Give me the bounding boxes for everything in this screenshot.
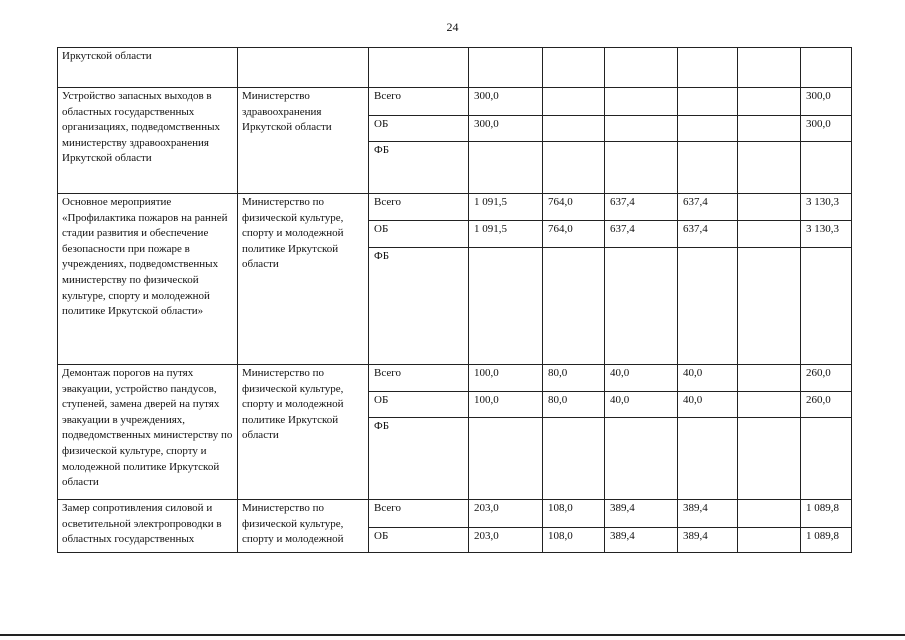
value-cell bbox=[738, 500, 801, 528]
value-cell bbox=[678, 248, 738, 365]
funding-label: ОБ bbox=[369, 221, 469, 248]
funding-label: ФБ bbox=[369, 248, 469, 365]
table-row-header-fragment bbox=[58, 48, 852, 88]
value-cell: 637,4 bbox=[678, 194, 738, 221]
total-cell bbox=[801, 142, 852, 194]
value-cell bbox=[605, 88, 678, 116]
value-cell bbox=[543, 88, 605, 116]
value-cell: 108,0 bbox=[543, 528, 605, 553]
value-cell: 1 091,5 bbox=[469, 221, 543, 248]
value-cell: 637,4 bbox=[605, 221, 678, 248]
value-cell: 203,0 bbox=[469, 528, 543, 553]
value-cell bbox=[738, 365, 801, 392]
value-cell: 300,0 bbox=[469, 88, 543, 116]
value-cell bbox=[543, 248, 605, 365]
value-cell: 80,0 bbox=[543, 365, 605, 392]
value-cell bbox=[543, 142, 605, 194]
value-cell bbox=[469, 142, 543, 194]
measure-description: Устройство запасных выходов в областных государственных организациях, подведомственных министерству здравоохранения Иркутской области bbox=[58, 88, 238, 194]
funding-label: ОБ bbox=[369, 392, 469, 418]
value-cell: 389,4 bbox=[605, 528, 678, 553]
value-cell bbox=[605, 418, 678, 500]
table-row bbox=[58, 500, 852, 528]
value-cell bbox=[738, 392, 801, 418]
measure-description: Демонтаж порогов на путях эвакуации, устройство пандусов, ступеней, замена дверей на путях эвакуации в учреждениях, подведомственных министерству по физической культуре, спорту и молодежной политике Иркутской области bbox=[58, 365, 238, 500]
total-cell bbox=[801, 418, 852, 500]
total-cell: 1 089,8 bbox=[801, 528, 852, 553]
value-cell bbox=[678, 418, 738, 500]
value-cell: 203,0 bbox=[469, 500, 543, 528]
table-row bbox=[58, 88, 852, 116]
measure-description: Замер сопротивления силовой и осветительной электропроводки в областных государственных bbox=[58, 500, 238, 553]
header-fragment-cell: Иркутской области bbox=[58, 48, 238, 88]
total-cell: 300,0 bbox=[801, 116, 852, 142]
funding-label: ФБ bbox=[369, 142, 469, 194]
funding-label: ФБ bbox=[369, 418, 469, 500]
scan-edge-line bbox=[0, 634, 905, 636]
total-cell: 260,0 bbox=[801, 392, 852, 418]
executor-cell: Министерство здравоохранения Иркутской области bbox=[238, 88, 369, 194]
value-cell bbox=[605, 248, 678, 365]
funding-label: Всего bbox=[369, 194, 469, 221]
value-cell bbox=[543, 418, 605, 500]
value-cell: 300,0 bbox=[469, 116, 543, 142]
value-cell bbox=[469, 418, 543, 500]
funding-label: ОБ bbox=[369, 528, 469, 553]
value-cell bbox=[678, 142, 738, 194]
value-cell bbox=[678, 116, 738, 142]
executor-cell: Министерство по физической культуре, спорту и молодежной политике Иркутской области bbox=[238, 194, 369, 365]
executor-cell: Министерство по физической культуре, спорту и молодежной bbox=[238, 500, 369, 553]
value-cell bbox=[738, 528, 801, 553]
value-cell: 637,4 bbox=[678, 221, 738, 248]
page-number: 24 bbox=[446, 20, 459, 34]
value-cell: 764,0 bbox=[543, 221, 605, 248]
value-cell bbox=[738, 194, 801, 221]
value-cell bbox=[738, 116, 801, 142]
value-cell bbox=[738, 248, 801, 365]
table-row bbox=[58, 365, 852, 392]
value-cell: 389,4 bbox=[678, 500, 738, 528]
value-cell: 764,0 bbox=[543, 194, 605, 221]
value-cell: 1 091,5 bbox=[469, 194, 543, 221]
value-cell: 100,0 bbox=[469, 392, 543, 418]
total-cell: 3 130,3 bbox=[801, 194, 852, 221]
total-cell: 260,0 bbox=[801, 365, 852, 392]
value-cell: 40,0 bbox=[605, 365, 678, 392]
value-cell bbox=[543, 116, 605, 142]
value-cell: 80,0 bbox=[543, 392, 605, 418]
funding-label: Всего bbox=[369, 88, 469, 116]
value-cell bbox=[678, 88, 738, 116]
table-row bbox=[58, 194, 852, 221]
executor-cell: Министерство по физической культуре, спорту и молодежной политике Иркутской области bbox=[238, 365, 369, 500]
funding-label: Всего bbox=[369, 365, 469, 392]
total-cell: 3 130,3 bbox=[801, 221, 852, 248]
value-cell bbox=[738, 418, 801, 500]
total-cell: 1 089,8 bbox=[801, 500, 852, 528]
value-cell: 389,4 bbox=[605, 500, 678, 528]
total-cell: 300,0 bbox=[801, 88, 852, 116]
value-cell: 40,0 bbox=[605, 392, 678, 418]
value-cell: 100,0 bbox=[469, 365, 543, 392]
value-cell bbox=[605, 142, 678, 194]
program-table bbox=[57, 47, 852, 553]
value-cell: 389,4 bbox=[678, 528, 738, 553]
value-cell bbox=[469, 248, 543, 365]
measure-description: Основное мероприятие «Профилактика пожаров на ранней стадии развития и обеспечение безопасности при пожаре в учреждениях, подведомственных министерству по физической культуре, спорту и молодежной политике Иркутской области» bbox=[58, 194, 238, 365]
value-cell: 40,0 bbox=[678, 365, 738, 392]
value-cell bbox=[738, 142, 801, 194]
total-cell bbox=[801, 248, 852, 365]
value-cell: 40,0 bbox=[678, 392, 738, 418]
value-cell: 637,4 bbox=[605, 194, 678, 221]
value-cell: 108,0 bbox=[543, 500, 605, 528]
funding-label: ОБ bbox=[369, 116, 469, 142]
value-cell bbox=[605, 116, 678, 142]
value-cell bbox=[738, 221, 801, 248]
value-cell bbox=[738, 88, 801, 116]
funding-label: Всего bbox=[369, 500, 469, 528]
